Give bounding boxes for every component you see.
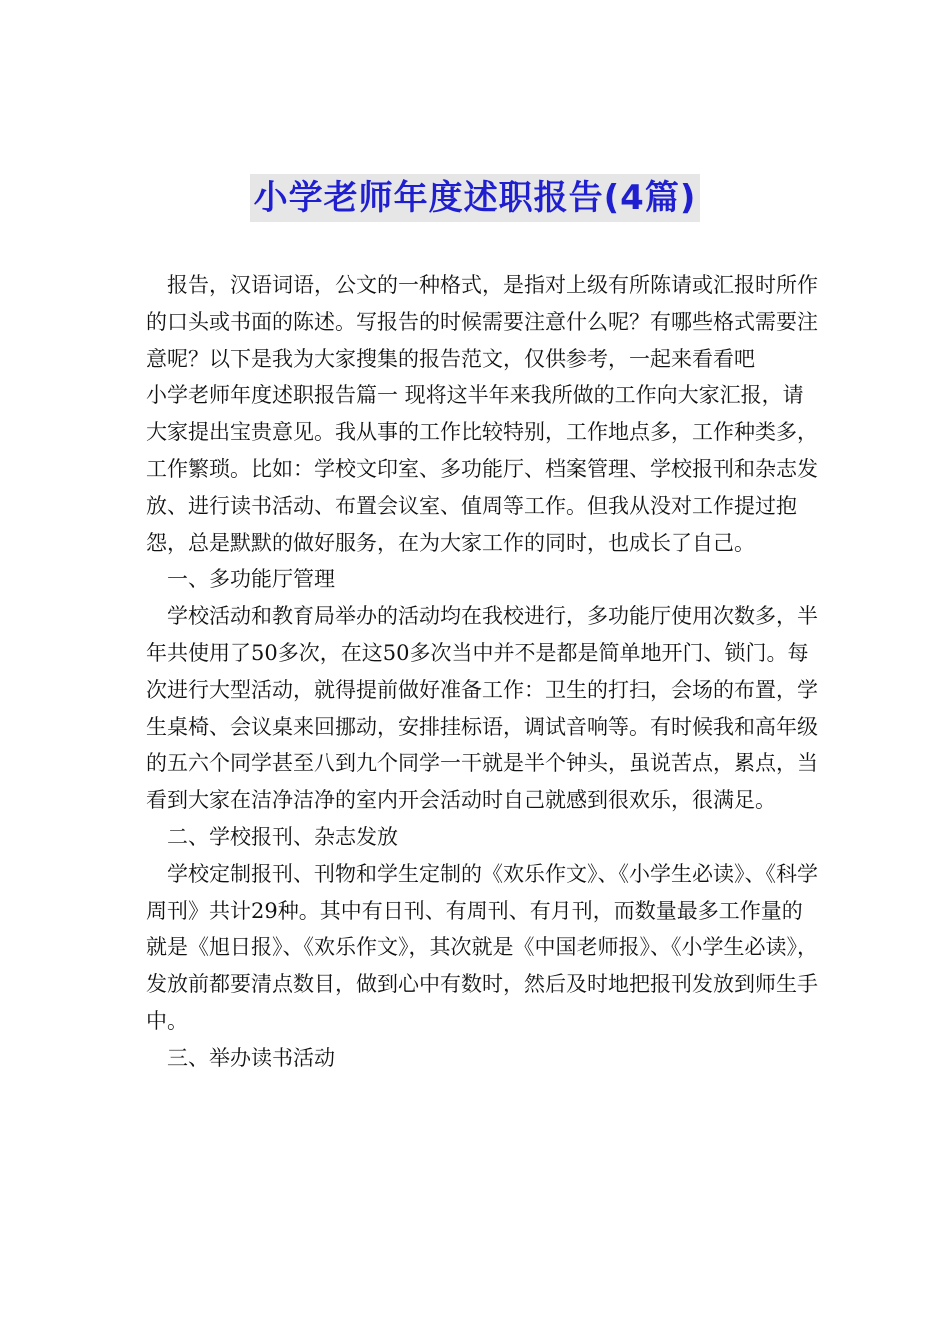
newspaper-distribution-paragraph: 学校定制报刊、刊物和学生定制的《欢乐作文》、《小学生必读》、《科学周刊》共计29种。其中有日刊、有周刊、有月刊，而数量最多工作量的就是《旭日报》、《欢乐作文》，其次就是《中国老师报》、《小学生必读》，发放前都要清点数目，做到心中有数时，然后及时地把报刊发放到师生手中。 [146, 861, 818, 1033]
intro-paragraph: 报告，汉语词语，公文的一种格式，是指对上级有所陈请或汇报时所作的口头或书面的陈述。写报告的时候需要注意什么呢？有哪些格式需要注意呢？以下是我为大家搜集的报告范文，仅供参考，一起来看看吧 [146, 273, 818, 371]
section-one-paragraph: 小学老师年度述职报告篇一 现将这半年来我所做的工作向大家汇报，请大家提出宝贵意见。我从事的工作比较特别，工作地点多，工作种类多，工作繁琐。比如：学校文印室、多功能厅、档案管理、学校报刊和杂志发放、进行读书活动、布置会议室、值周等工作。但我从没对工作提过抱怨，总是默默的做好服务，在为大家工作的同时，也成长了自己。 [146, 383, 818, 555]
multifunction-hall-paragraph: 学校活动和教育局举办的活动均在我校进行，多功能厅使用次数多，半年共使用了50多次，在这50多次当中并不是都是简单地开门、锁门。每次进行大型活动，就得提前做好准备工作：卫生的打扫，会场的布置，学生桌椅、会议桌来回挪动，安排挂标语，调试音响等。有时候我和高年级的五六个同学甚至八到九个同学一干就是半个钟头，虽说苦点，累点，当看到大家在洁净洁净的室内开会活动时自己就感到很欢乐，很满足。 [146, 604, 818, 813]
heading-newspaper-distribution: 二、学校报刊、杂志发放 [167, 824, 398, 849]
heading-reading-activity: 三、举办读书活动 [167, 1045, 335, 1070]
document-title: 小学老师年度述职报告(4篇) [250, 174, 701, 222]
title-container [0, 174, 950, 222]
heading-multifunction-hall: 一、多功能厅管理 [167, 567, 335, 592]
document-body [146, 267, 822, 1077]
